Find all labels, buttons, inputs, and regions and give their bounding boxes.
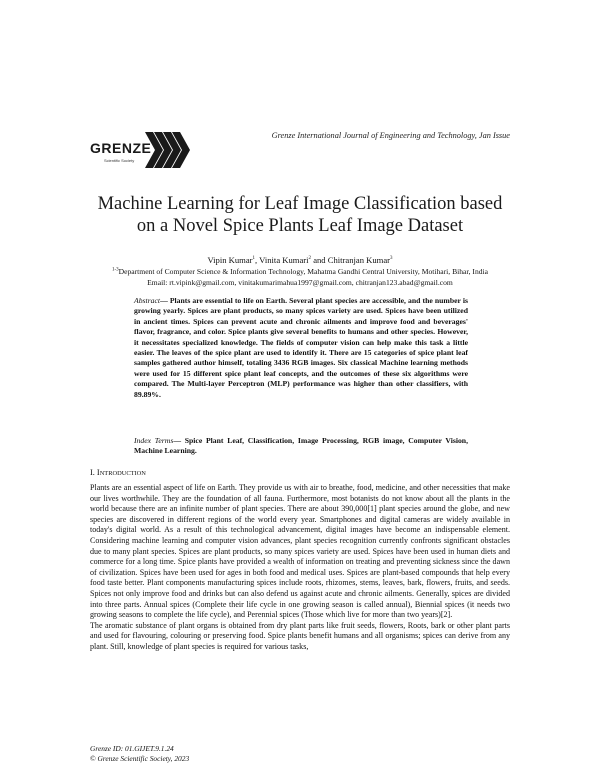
publisher-logo xyxy=(90,130,185,170)
abstract-text: — Plants are essential to life on Earth. Several plant species are accessible, and the number is growing yearly. Spices are plant products, so many spices variety are used. Spices have been utilized in ancient times. Spices can prevent acute and chronic ailments and improve food and beverages' flavor, fragrance, and color. Spice plants give several benefits to humans and other species. However, it necessitates specialized knowledge. The fields of computer vision can help make this task a little easier. The leaves of the spice plant are used to identify it. There are 15 categories of spice plant leaf samples gathered author himself, totaling 3436 RGB images. Six classical Machine learning methods were used for 15 different spice plant leaf concepts, and the outcomes of these six algorithms were compared. The Multi-layer Perceptron (MLP) performance was higher than other classifiers, with 89.89%. xyxy=(134,296,468,399)
abstract xyxy=(134,296,468,400)
affiliation-text: Department of Computer Science & Information Technology, Mahatma Gandhi Central University, Motihari, Bihar, India xyxy=(118,267,489,276)
index-terms-text: — Spice Plant Leaf, Classification, Image Processing, RGB image, Computer Vision, Machine Learning. xyxy=(134,436,468,456)
affiliation xyxy=(60,267,540,277)
paper-title xyxy=(60,193,540,237)
logo-text: GRENZE xyxy=(90,140,152,156)
index-terms-lead: Index Terms xyxy=(134,436,174,445)
body-paragraph-2: The aromatic substance of plant organs is obtained from dry plant parts like fruit seeds, flowers, Roots, bark or other plant parts and used for flavouring, colouring or preserving food. Spice plants benefit humans and all organisms; spices can derive from any plant. Still, knowledge of plant species is required for various tasks, xyxy=(90,620,510,651)
grenze-id: Grenze ID: 01.GIJET.9.1.24 xyxy=(90,744,174,753)
section-heading xyxy=(90,468,146,477)
author-list xyxy=(60,255,540,266)
section-number: I. I xyxy=(90,468,100,477)
page-footer xyxy=(90,744,189,764)
author-2: , Vinita Kumari xyxy=(255,255,309,265)
index-terms xyxy=(134,436,468,457)
journal-header: Grenze International Journal of Engineering and Technology, Jan Issue xyxy=(271,131,510,140)
author-1-sup: 1 xyxy=(252,256,256,262)
body-paragraph-1: Plants are an essential aspect of life on Earth. They provide us with air to breathe, food, medicine, and other necessities that make our lives worthwhile. They are the foundation of all fauna. Furthermore, most botanists do not know about all the plants in the world because there are an infinite number of plant species. There are about 390,000[1] plant species around the globe, and new species are discovered in different regions of the world every year. Smartphones and digital cameras are widely available in today's digital world. As a result of this technological advancement, digital images have become an indispensable element. Considering machine learning and computer vision advances, plant species recognition currently confronts significant obstacles due to many plant species. Spices are plant products, so many spices variety are used. Spices have been used in human diets and commerce for a long time. Spice plants have provided a wealth of information on treating and preventing sickness since the dawn of civilization. Spices have been used for ages in both food and medical uses. Spices are plant-based compounds that help every food taste better. Plant components manufacturing spices include roots, rhizomes, stems, leaves, bark, flowers, fruits, and seeds. Spices not only improve food and drinks but can also defend us against acute and chronic ailments. Generally, spices are divided into three parts. Annual spices (Complete their life cycle in one growing season is called annual), Biennial spices (it needs two growing seasons to complete the life cycle), and Perennial spices (Those which live for more than two years)[2]. xyxy=(90,483,510,620)
copyright: © Grenze Scientific Society, 2023 xyxy=(90,754,190,763)
author-1: Vipin Kumar xyxy=(207,255,253,265)
author-emails: Email: rt.vipink@gmail.com, vinitakumarimahua1997@gmail.com, chitranjan123.abad@gmail.com xyxy=(147,278,453,287)
author-2-sup: 2 xyxy=(308,256,312,262)
title-line-1: Machine Learning for Leaf Image Classification based xyxy=(97,194,503,214)
affiliation-sup: 1-3 xyxy=(111,267,119,273)
body-text xyxy=(90,483,510,653)
section-title: NTRODUCTION xyxy=(99,470,146,477)
chevron-arrows-logo-icon xyxy=(145,132,191,168)
abstract-lead: Abstract xyxy=(134,296,161,305)
author-3: and Chitranjan Kumar xyxy=(311,255,391,265)
logo-subtitle: Scientific Society xyxy=(104,158,135,163)
title-line-2: on a Novel Spice Plants Leaf Image Dataset xyxy=(136,216,464,236)
author-3-sup: 3 xyxy=(390,256,393,262)
